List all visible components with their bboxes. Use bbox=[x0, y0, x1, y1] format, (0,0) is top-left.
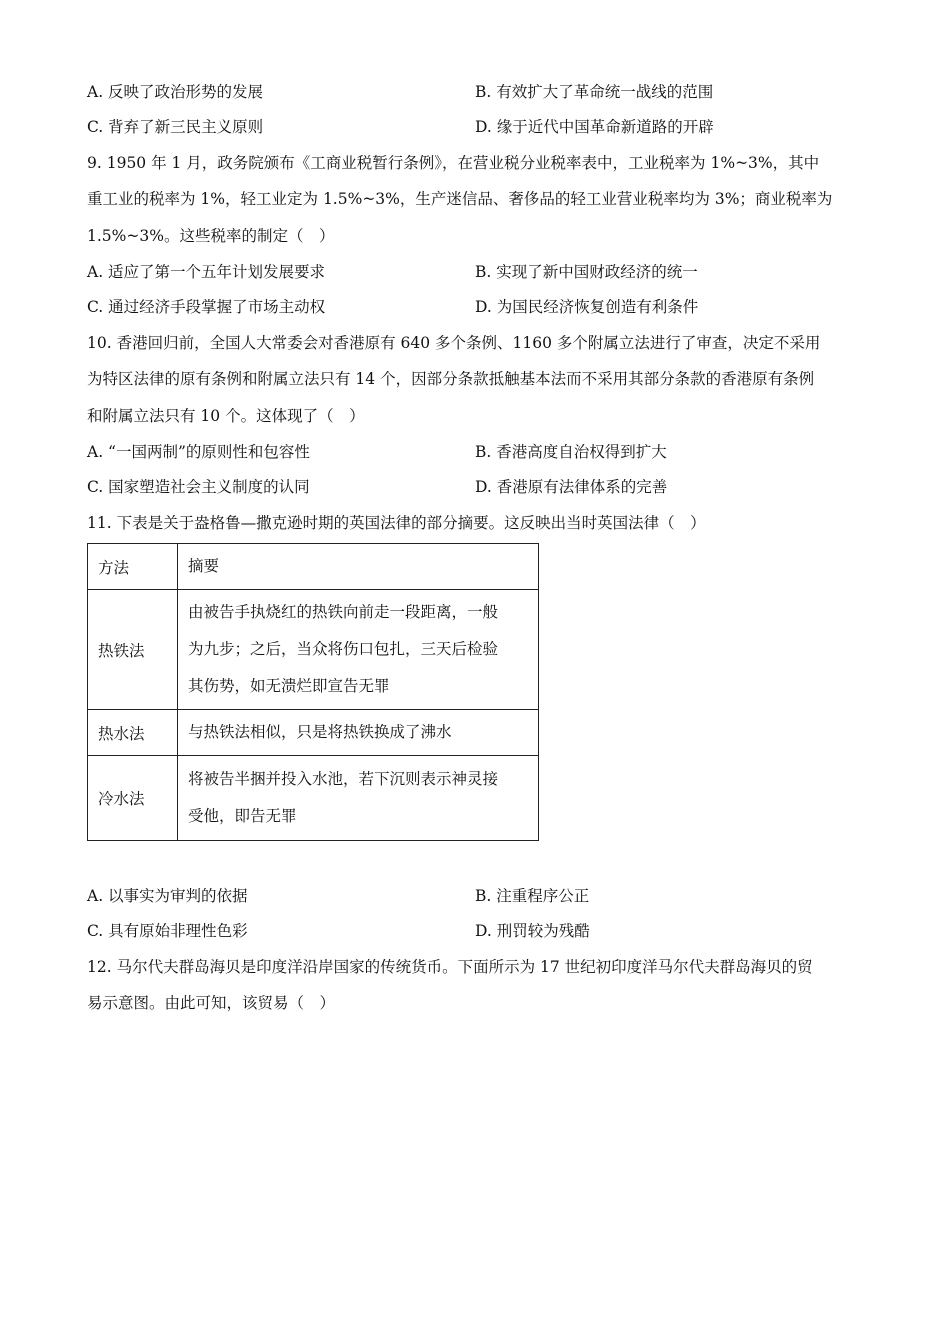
q8-option-a: A. 反映了政治形势的发展 bbox=[87, 83, 264, 101]
q9-stem-line-2: 重工业的税率为 1%，轻工业定为 1.5%~3%，生产迷信品、奢侈品的轻工业营业税率均为 3%；商业税率为 bbox=[87, 190, 833, 208]
q10-stem-line-2: 为特区法律的原有条例和附属立法只有 14 个，因部分条款抵触基本法而不采用其部分条款的香港原有条例 bbox=[87, 370, 815, 388]
table-row bbox=[88, 590, 539, 710]
q9-option-b: B. 实现了新中国财政经济的统一 bbox=[475, 263, 698, 281]
summary-line: 受他，即告无罪 bbox=[188, 807, 297, 825]
q11-option-a: A. 以事实为审判的依据 bbox=[87, 887, 248, 905]
q9-option-d: D. 为国民经济恢复创造有利条件 bbox=[475, 298, 699, 316]
q9-stem-line-3: 1.5%~3%。这些税率的制定（ ） bbox=[87, 227, 335, 245]
q10-stem-line-3: 和附属立法只有 10 个。这体现了（ ） bbox=[87, 407, 365, 425]
law-summary-table bbox=[87, 543, 539, 841]
q12-stem-line-2: 易示意图。由此可知，该贸易（ ） bbox=[87, 994, 336, 1012]
table-cell-method: 热水法 bbox=[88, 710, 178, 756]
summary-line: 其伤势，如无溃烂即宣告无罪 bbox=[188, 677, 390, 695]
q10-option-c: C. 国家塑造社会主义制度的认同 bbox=[87, 478, 310, 496]
q9-option-c: C. 通过经济手段掌握了市场主动权 bbox=[87, 298, 326, 316]
q11-option-b: B. 注重程序公正 bbox=[475, 887, 590, 905]
table-cell-summary bbox=[178, 710, 539, 756]
q11-stem: 11. 下表是关于盎格鲁—撒克逊时期的英国法律的部分摘要。这反映出当时英国法律（ ） bbox=[87, 514, 706, 532]
summary-line: 由被告手执烧红的热铁向前走一段距离，一般 bbox=[188, 603, 499, 621]
table-cell-summary bbox=[178, 590, 539, 710]
q8-option-d: D. 缘于近代中国革命新道路的开辟 bbox=[475, 118, 714, 136]
q11-option-d: D. 刑罚较为残酷 bbox=[475, 922, 590, 940]
q8-option-c: C. 背弃了新三民主义原则 bbox=[87, 118, 264, 136]
q10-option-b: B. 香港高度自治权得到扩大 bbox=[475, 443, 667, 461]
table-cell-method: 冷水法 bbox=[88, 756, 178, 841]
table-header-summary: 摘要 bbox=[178, 544, 539, 590]
table-header-row bbox=[88, 544, 539, 590]
table-row bbox=[88, 756, 539, 841]
q10-stem-line-1: 10. 香港回归前，全国人大常委会对香港原有 640 多个条例、1160 多个附属立法进行了审查，决定不采用 bbox=[87, 334, 821, 352]
summary-line: 将被告半捆并投入水池，若下沉则表示神灵接 bbox=[188, 770, 499, 788]
q12-stem-line-1: 12. 马尔代夫群岛海贝是印度洋沿岸国家的传统货币。下面所示为 17 世纪初印度洋马尔代夫群岛海贝的贸 bbox=[87, 958, 813, 976]
q9-stem-line-1: 9. 1950 年 1 月，政务院颁布《工商业税暂行条例》，在营业税分业税率表中，工业税率为 1%~3%，其中 bbox=[87, 154, 820, 172]
q9-option-a: A. 适应了第一个五年计划发展要求 bbox=[87, 263, 326, 281]
q8-option-b: B. 有效扩大了革命统一战线的范围 bbox=[475, 83, 714, 101]
table-row bbox=[88, 710, 539, 756]
table-cell-method: 热铁法 bbox=[88, 590, 178, 710]
table-header-method: 方法 bbox=[88, 544, 178, 590]
table-cell-summary bbox=[178, 756, 539, 841]
summary-line: 为九步；之后，当众将伤口包扎，三天后检验 bbox=[188, 640, 499, 658]
q10-option-a: A. “一国两制”的原则性和包容性 bbox=[87, 443, 310, 461]
q10-option-d: D. 香港原有法律体系的完善 bbox=[475, 478, 668, 496]
summary-line: 与热铁法相似，只是将热铁换成了沸水 bbox=[188, 723, 452, 741]
q11-option-c: C. 具有原始非理性色彩 bbox=[87, 922, 248, 940]
